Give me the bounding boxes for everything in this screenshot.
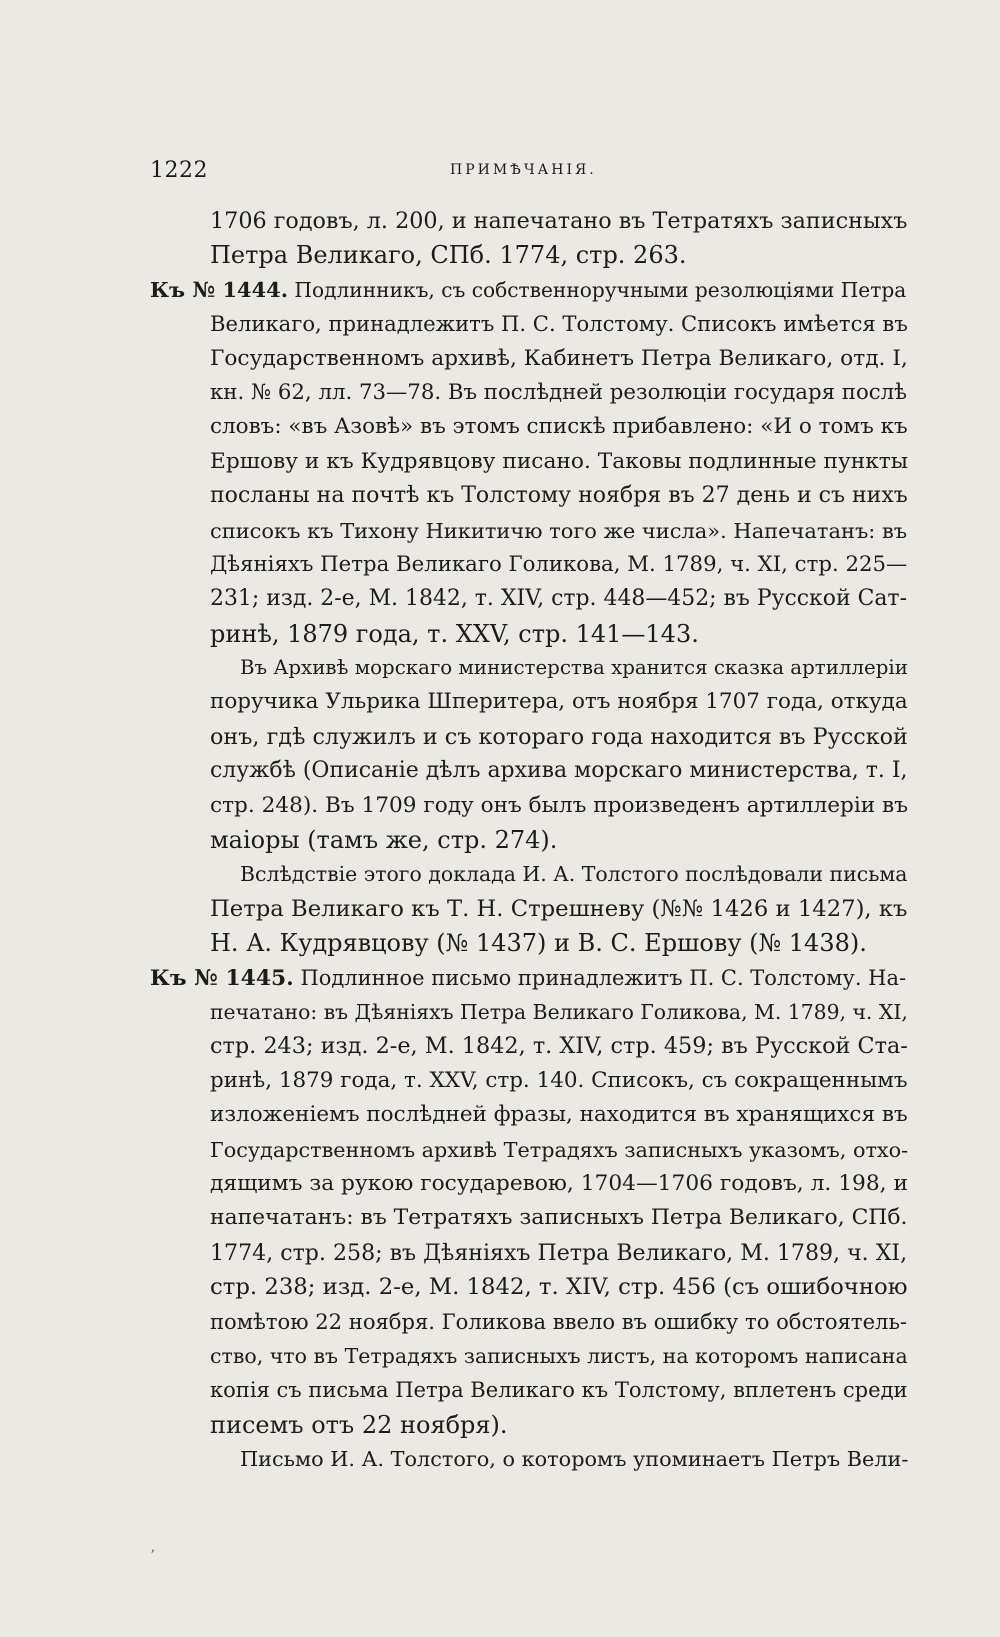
- text-line: Государственномъ архивѣ, Кабинетъ Петра Великаго, отд. I,: [210, 345, 908, 371]
- text-line: словъ: «въ Азовѣ» въ этомъ спискѣ прибавлено: «И о томъ къ: [210, 414, 908, 440]
- text-line: писемъ отъ 22 ноября).: [210, 1410, 508, 1439]
- text-line: 1774, стр. 258; въ Дѣяніяхъ Петра Великаго, М. 1789, ч. XI,: [210, 1239, 908, 1266]
- text-line: службѣ (Описаніе дѣлъ архива морскаго министерства, т. I,: [210, 758, 908, 784]
- paragraph-start-line: Въ Архивѣ морскаго министерства хранится сказка артиллеріи: [240, 656, 908, 680]
- text-line: напечатанъ: въ Тетратяхъ записныхъ Петра Великаго, СПб.: [210, 1205, 908, 1231]
- text-line: Н. А. Кудрявцову (№ 1437) и В. С. Ершову (№ 1438).: [210, 929, 867, 958]
- text-line: изложеніемъ послѣдней фразы, находится въ хранящихся въ: [210, 1102, 908, 1128]
- text-line: печатано: въ Дѣяніяхъ Петра Великаго Голикова, М. 1789, ч. XI,: [210, 999, 908, 1024]
- running-title: ПРИМѢЧАНІЯ.: [450, 162, 597, 178]
- paragraph-start-line: Письмо И. А. Толстого, о которомъ упоминаетъ Петръ Вели-: [240, 1447, 909, 1472]
- text-line: посланы на почтѣ къ Толстому ноября въ 27 день и съ нихъ: [210, 483, 908, 509]
- entry-line: Къ № 1444. Подлинникъ, съ собственноручными резолюціями Петра: [150, 276, 907, 302]
- text-line: маіоры (тамъ же, стр. 274).: [210, 826, 558, 855]
- text-line: Дѣяніяхъ Петра Великаго Голикова, М. 1789, ч. XI, стр. 225—: [210, 551, 908, 577]
- text-line: помѣтою 22 ноября. Голикова ввело въ ошибку то обстоятель-: [210, 1308, 908, 1334]
- body-text: [150, 204, 915, 1476]
- text-line: Государственномъ архивѣ Тетрадяхъ записныхъ указомъ, отхо-: [210, 1137, 909, 1162]
- text-line: стр. 248). Въ 1709 году онъ былъ произведенъ артиллеріи въ: [210, 792, 908, 818]
- entry-line: Къ № 1445. Подлинное письмо принадлежитъ П. С. Толстому. На-: [150, 965, 907, 991]
- ink-speck: ʼ: [150, 1548, 155, 1564]
- page-number: 1222: [150, 158, 208, 183]
- text-line: 231; изд. 2-е, М. 1842, т. XIV, стр. 448—452; въ Русской Сат-: [210, 586, 907, 612]
- text-line: ринѣ, 1879 года, т. XXV, стр. 140. Списокъ, съ сокращеннымъ: [210, 1067, 908, 1093]
- paragraph-start-line: Вслѣдствіе этого доклада И. А. Толстого послѣдовали письма: [240, 862, 908, 887]
- text-line: кн. № 62, лл. 73—78. Въ послѣдней резолюціи государя послѣ: [210, 379, 907, 405]
- text-line: ство, что въ Тетрадяхъ записныхъ листъ, на которомъ написана: [210, 1343, 908, 1368]
- text-line: Петра Великаго, СПб. 1774, стр. 263.: [210, 241, 687, 270]
- page-header: [150, 158, 910, 186]
- text-line: поручика Ульрика Шперитера, отъ ноября 1707 года, откуда: [210, 689, 908, 715]
- text-line: онъ, гдѣ служилъ и съ котораго года находится въ Русской: [210, 723, 908, 750]
- text-line: ринѣ, 1879 года, т. XXV, стр. 141—143.: [210, 619, 699, 648]
- entry-heading: Къ № 1444.: [150, 276, 289, 302]
- text-line: копія съ письма Петра Великаго къ Толстому, вплетенъ среди: [210, 1377, 908, 1403]
- text-line: Великаго, принадлежитъ П. С. Толстому. Списокъ имѣется въ: [210, 311, 908, 337]
- text-line: стр. 238; изд. 2-е, М. 1842, т. XIV, стр. 456 (съ ошибочною: [210, 1274, 908, 1301]
- text-line: Ершову и къ Кудрявцову писано. Таковы подлинные пункты: [210, 448, 909, 474]
- text-line: дящимъ за рукою государевою, 1704—1706 годовъ, л. 198, и: [210, 1170, 908, 1196]
- text-line: списокъ къ Тихону Никитичю того же числа». Напечатанъ: въ: [210, 518, 908, 543]
- text-line: Петра Великаго къ Т. Н. Стрешневу (№№ 1426 и 1427), къ: [210, 895, 908, 922]
- text-line: стр. 243; изд. 2-е, М. 1842, т. XIV, стр. 459; въ Русской Ста-: [210, 1033, 908, 1060]
- text-line: 1706 годовъ, л. 200, и напечатано въ Тетратяхъ записныхъ: [210, 208, 908, 234]
- entry-heading: Къ № 1445.: [150, 965, 294, 991]
